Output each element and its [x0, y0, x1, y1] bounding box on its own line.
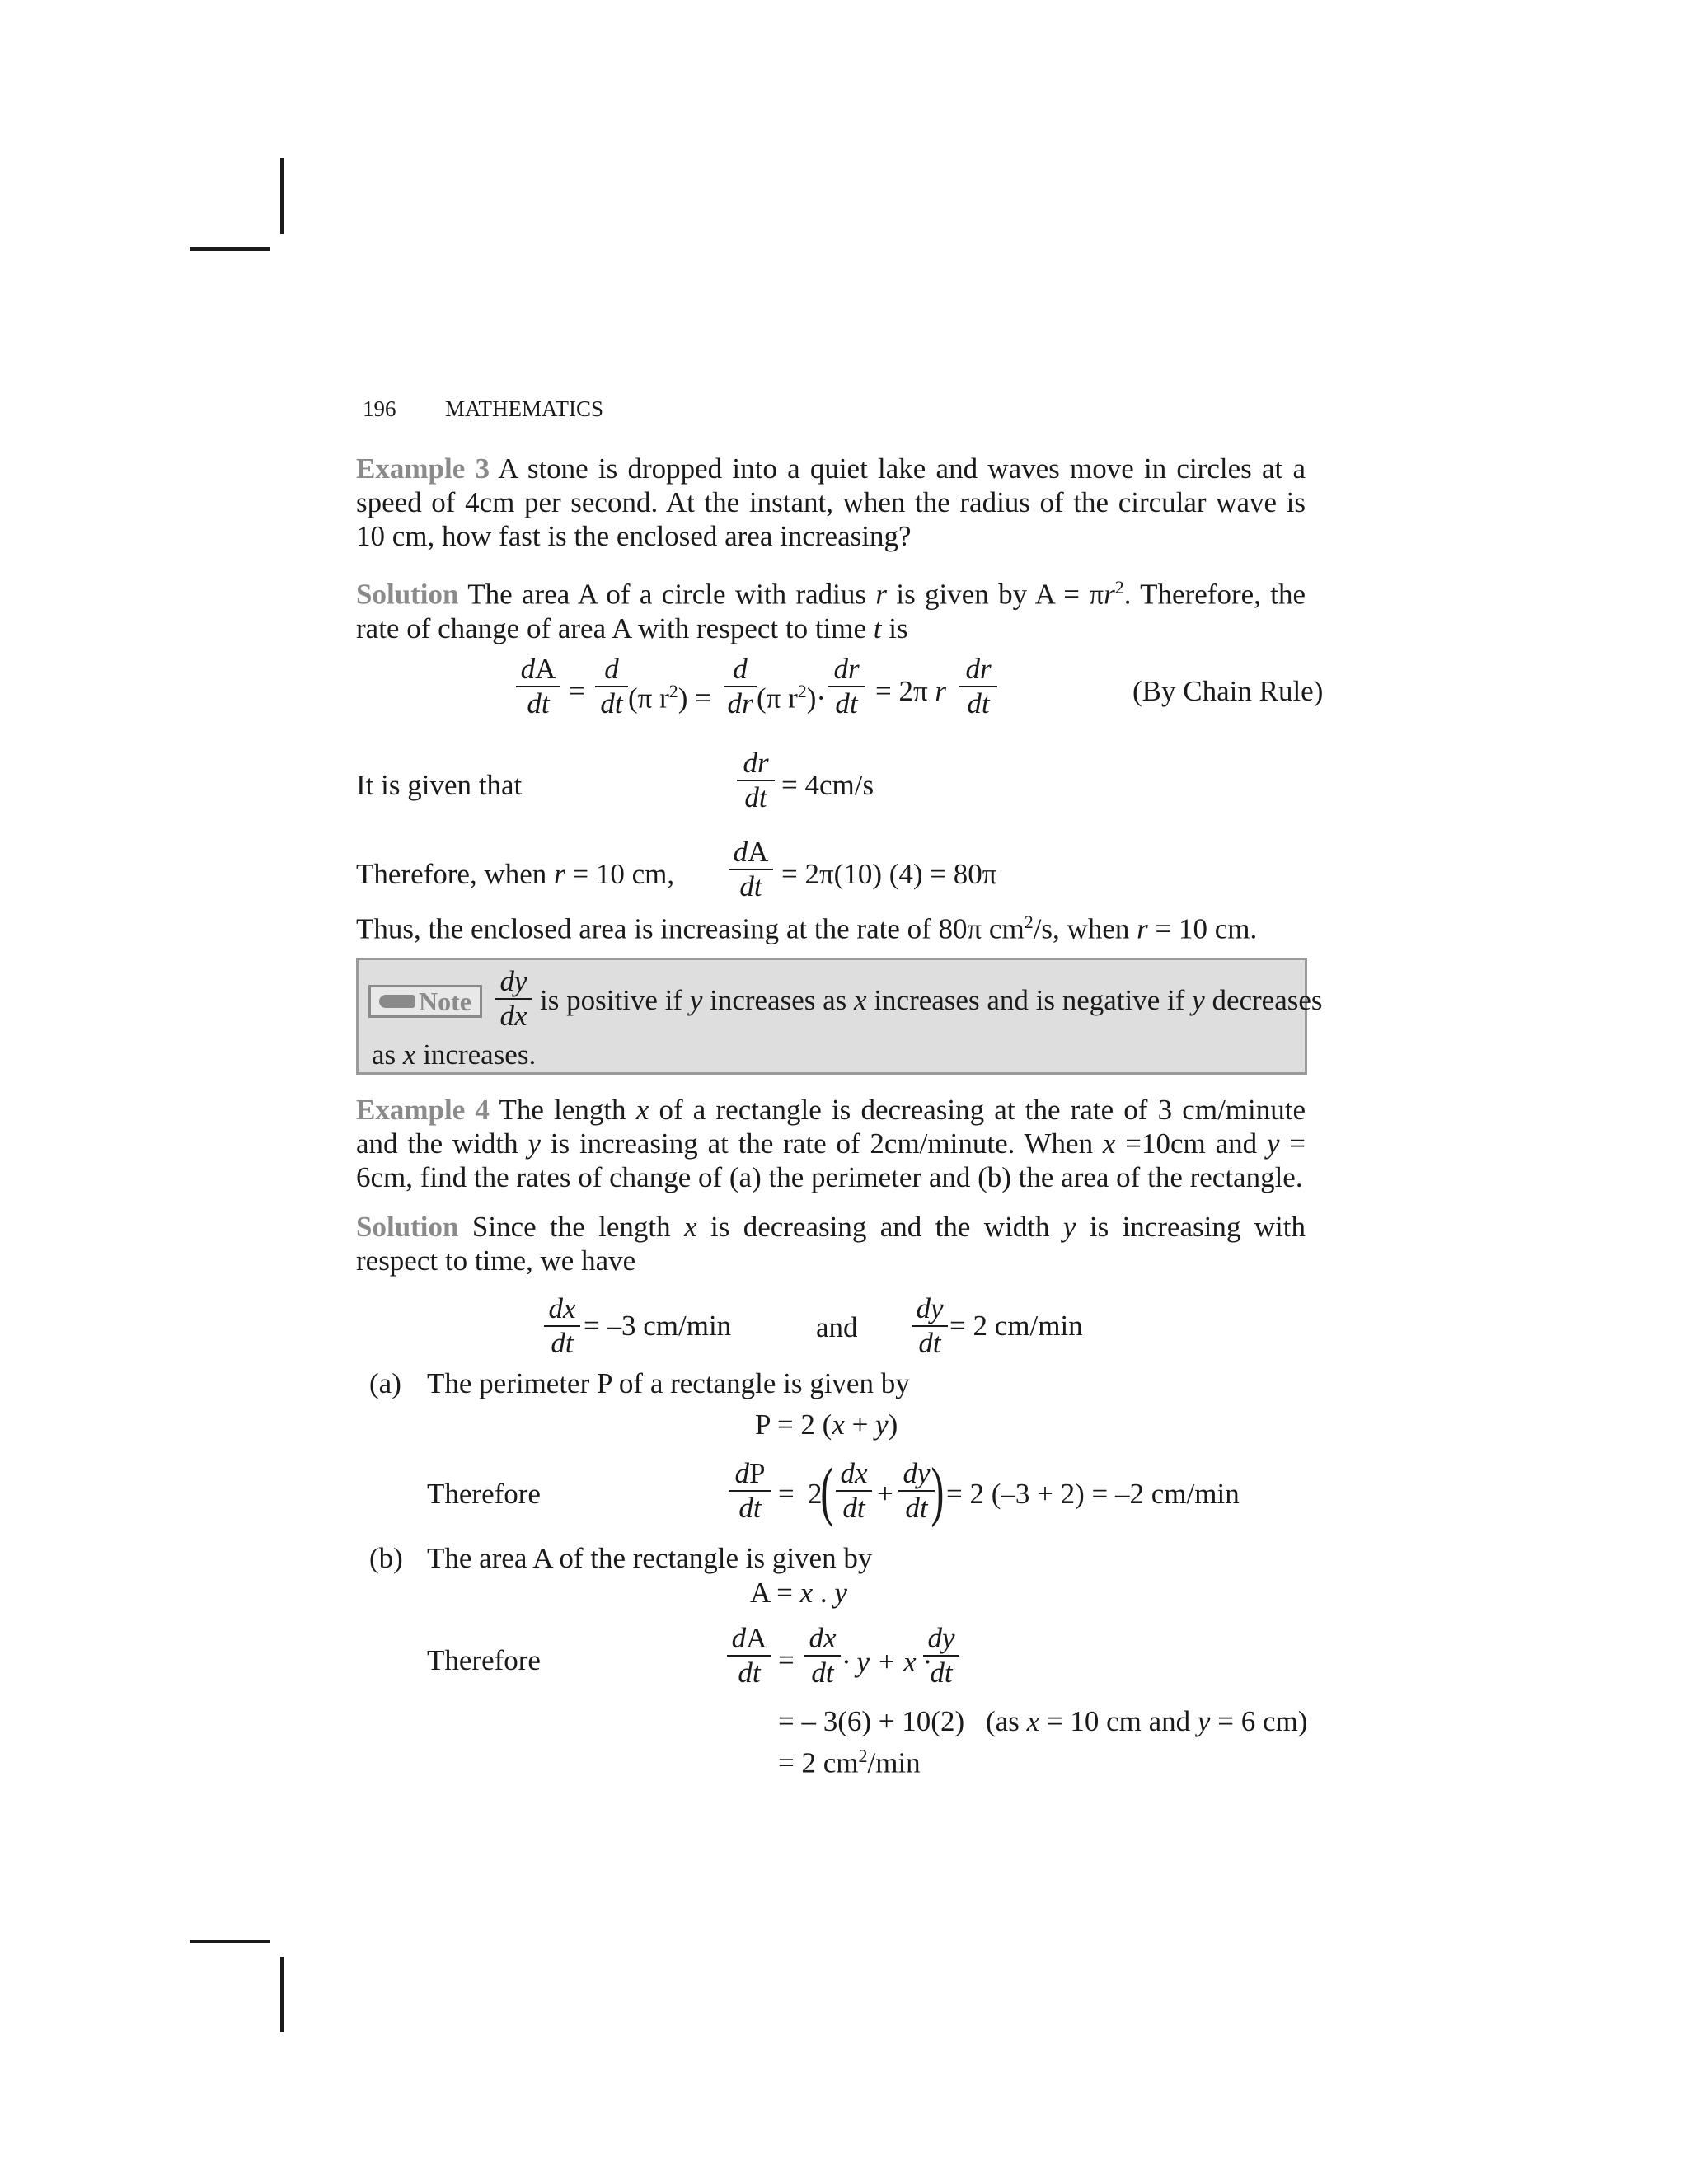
- crop-mark-bottom-vertical: [280, 1957, 284, 2032]
- perimeter-formula: P = 2 (x + y): [755, 1408, 898, 1441]
- example-3: [356, 452, 1306, 553]
- eq-equals: =: [569, 675, 585, 707]
- therefore-1-rhs: = 2π(10) (4) = 80π: [781, 858, 997, 890]
- solution-3-text-d: is: [889, 612, 908, 644]
- given-text: It is given that: [356, 769, 523, 801]
- part-a-therefore: Therefore: [427, 1478, 541, 1510]
- frac-dr-dt: $\frac{dr}{dt}$: [828, 653, 865, 720]
- rate-y: = 2 cm/min: [950, 1310, 1083, 1342]
- chain-rule-note: (By Chain Rule): [1132, 675, 1324, 707]
- var-r: r: [875, 578, 887, 611]
- frac-dy-dx-note: $\frac{dy}{dx}$: [495, 965, 532, 1033]
- frac-d-dt: $\frac{d}{dt}$: [595, 653, 628, 720]
- superscript: 2: [1114, 577, 1124, 598]
- part-a-text: The perimeter P of a rectangle is given by: [427, 1367, 910, 1399]
- crop-mark-top-vertical: [280, 158, 284, 234]
- part-b-mid: · y + x ·: [842, 1646, 931, 1678]
- part-b-eq: =: [778, 1644, 795, 1676]
- thus-line: Thus, the enclosed area is increasing at the rate of 80π $cm^2/s$, when r = 10 cm.: [356, 912, 1258, 945]
- running-title: MATHEMATICS: [445, 396, 604, 421]
- therefore-1: Therefore, when r = 10 cm,: [356, 858, 675, 890]
- part-a-two: 2: [808, 1478, 823, 1510]
- note-box: [356, 958, 1323, 1075]
- area-formula: A = x . y: [750, 1577, 847, 1609]
- rate-x: = –3 cm/min: [584, 1310, 732, 1342]
- solution-3-text-c: . Therefore, the rate of change of area A with respect to time: [356, 578, 1306, 644]
- frac-dA-dt-2: $\frac{dA}{dt}$: [729, 836, 773, 903]
- eq-pi-r-squared-2: (π $r^2)\cdot$: [757, 681, 827, 715]
- right-paren: ): [931, 1455, 945, 1528]
- solution-3-text-b: is given by A = π: [896, 578, 1104, 611]
- frac-dA-dt: $\frac{dA}{dt}$: [516, 653, 560, 720]
- frac-dy-dt-a: $\frac{dy}{dt}$: [898, 1457, 935, 1525]
- part-b-text: The area A of the rectangle is given by: [427, 1542, 873, 1574]
- note-badge-label: Note: [419, 987, 471, 1016]
- note-line-2: as x increases.: [372, 1038, 537, 1071]
- crop-mark-top-horizontal: [190, 247, 270, 251]
- frac-dx-dt: $\frac{dx}{dt}$: [544, 1292, 580, 1360]
- example-4-label: Example 4: [356, 1094, 490, 1126]
- part-a-label: (a): [369, 1367, 401, 1399]
- crop-mark-bottom-horizontal: [190, 1940, 270, 1943]
- given-rhs: = 4cm/s: [781, 769, 874, 801]
- part-b-condition: (as x = 10 cm and y = 6 cm): [986, 1705, 1308, 1737]
- frac-dx-dt-b: $\frac{dx}{dt}$: [804, 1622, 841, 1690]
- var-r: r: [1104, 578, 1115, 611]
- frac-dA-dt-b: $\frac{dA}{dt}$: [727, 1622, 771, 1690]
- frac-dr-dt-given: $\frac{dr}{dt}$: [737, 747, 775, 814]
- note-badge: [368, 985, 482, 1018]
- note-line-1: is positive if y increases as x increases and is negative if y decreases: [540, 984, 1323, 1016]
- example-3-text: A stone is dropped into a quiet lake and waves move in circles at a speed of 4cm per second. At the instant, when the radius of the circular wave is 10 cm, how fast is the enclosed area increasing?: [356, 452, 1306, 552]
- frac-dP-dt: $\frac{dP}{dt}$: [729, 1457, 771, 1525]
- pointing-hand-icon: [379, 995, 415, 1008]
- frac-dx-dt-a: $\frac{dx}{dt}$: [836, 1457, 872, 1525]
- part-b-line2: = – 3(6) + 10(2): [778, 1705, 965, 1737]
- and-word: and: [816, 1311, 858, 1343]
- example-3-label: Example 3: [356, 452, 490, 485]
- part-a-plus: +: [877, 1478, 893, 1510]
- page-number: 196: [363, 396, 396, 421]
- frac-d-dr: $\frac{d}{dr}$: [724, 653, 757, 720]
- part-b-label: (b): [369, 1542, 403, 1574]
- solution-4-label: Solution: [356, 1211, 459, 1243]
- frac-dr-dt-2: $\frac{dr}{dt}$: [959, 653, 997, 720]
- left-paren: (: [820, 1455, 834, 1528]
- part-b-line3: = 2 $cm^2/\min$: [778, 1746, 921, 1779]
- part-b-therefore: Therefore: [427, 1644, 541, 1676]
- part-a-rhs: = 2 (–3 + 2) = –2 cm/min: [946, 1478, 1240, 1510]
- example-4: Example 4 The length x of a rectangle is decreasing at the rate of 3 cm/minute and the width y is increasing at the rate of 2cm/minute. When x =10cm and y = 6cm, find the rates of change of (a) the perimeter and (b) the area of the rectangle.: [356, 1094, 1306, 1193]
- frac-dy-dt-b: $\frac{dy}{dt}$: [923, 1622, 959, 1690]
- var-t: t: [873, 612, 882, 644]
- part-a-eq: =: [778, 1478, 795, 1510]
- frac-dy-dt: $\frac{dy}{dt}$: [912, 1292, 948, 1360]
- eq-pi-r-squared: (π $r^2$) =: [628, 681, 711, 715]
- solution-3-label: Solution: [356, 578, 459, 611]
- solution-3: [356, 570, 1306, 645]
- eq-two-pi-r: = 2π r: [875, 675, 947, 707]
- solution-4: Solution Since the length x is decreasing and the width y is increasing with respect to time, we have: [356, 1211, 1306, 1277]
- solution-3-text-a: The area A of a circle with radius: [467, 578, 866, 611]
